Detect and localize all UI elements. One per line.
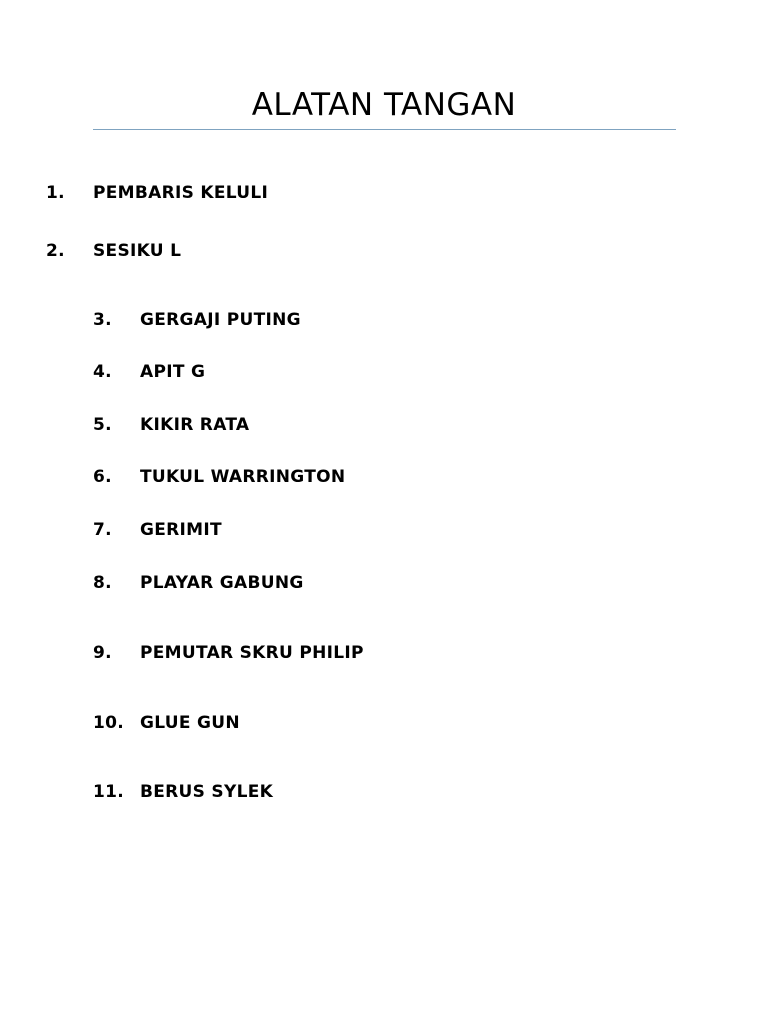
item-number: 11.	[93, 782, 125, 802]
item-number: 7.	[93, 520, 112, 540]
item-text: GLUE GUN	[140, 713, 240, 733]
item-text: KIKIR RATA	[140, 415, 250, 435]
item-number: 10.	[93, 713, 125, 733]
item-text: SESIKU L	[93, 241, 182, 261]
item-text: GERIMIT	[140, 520, 222, 540]
page-title: ALATAN TANGAN	[251, 87, 517, 123]
item-number: 5.	[93, 415, 112, 435]
title-divider	[93, 129, 676, 130]
item-text: TUKUL WARRINGTON	[140, 467, 346, 487]
item-number: 4.	[93, 362, 112, 382]
item-text: GERGAJI PUTING	[140, 310, 301, 330]
item-text: PEMUTAR SKRU PHILIP	[140, 643, 364, 663]
item-number: 1.	[46, 183, 65, 203]
item-number: 8.	[93, 573, 112, 593]
item-text: APIT G	[140, 362, 206, 382]
item-number: 2.	[46, 241, 65, 261]
item-number: 6.	[93, 467, 112, 487]
item-text: PEMBARIS KELULI	[93, 183, 269, 203]
item-number: 9.	[93, 643, 112, 663]
item-text: PLAYAR GABUNG	[140, 573, 304, 593]
item-text: BERUS SYLEK	[140, 782, 274, 802]
item-number: 3.	[93, 310, 112, 330]
